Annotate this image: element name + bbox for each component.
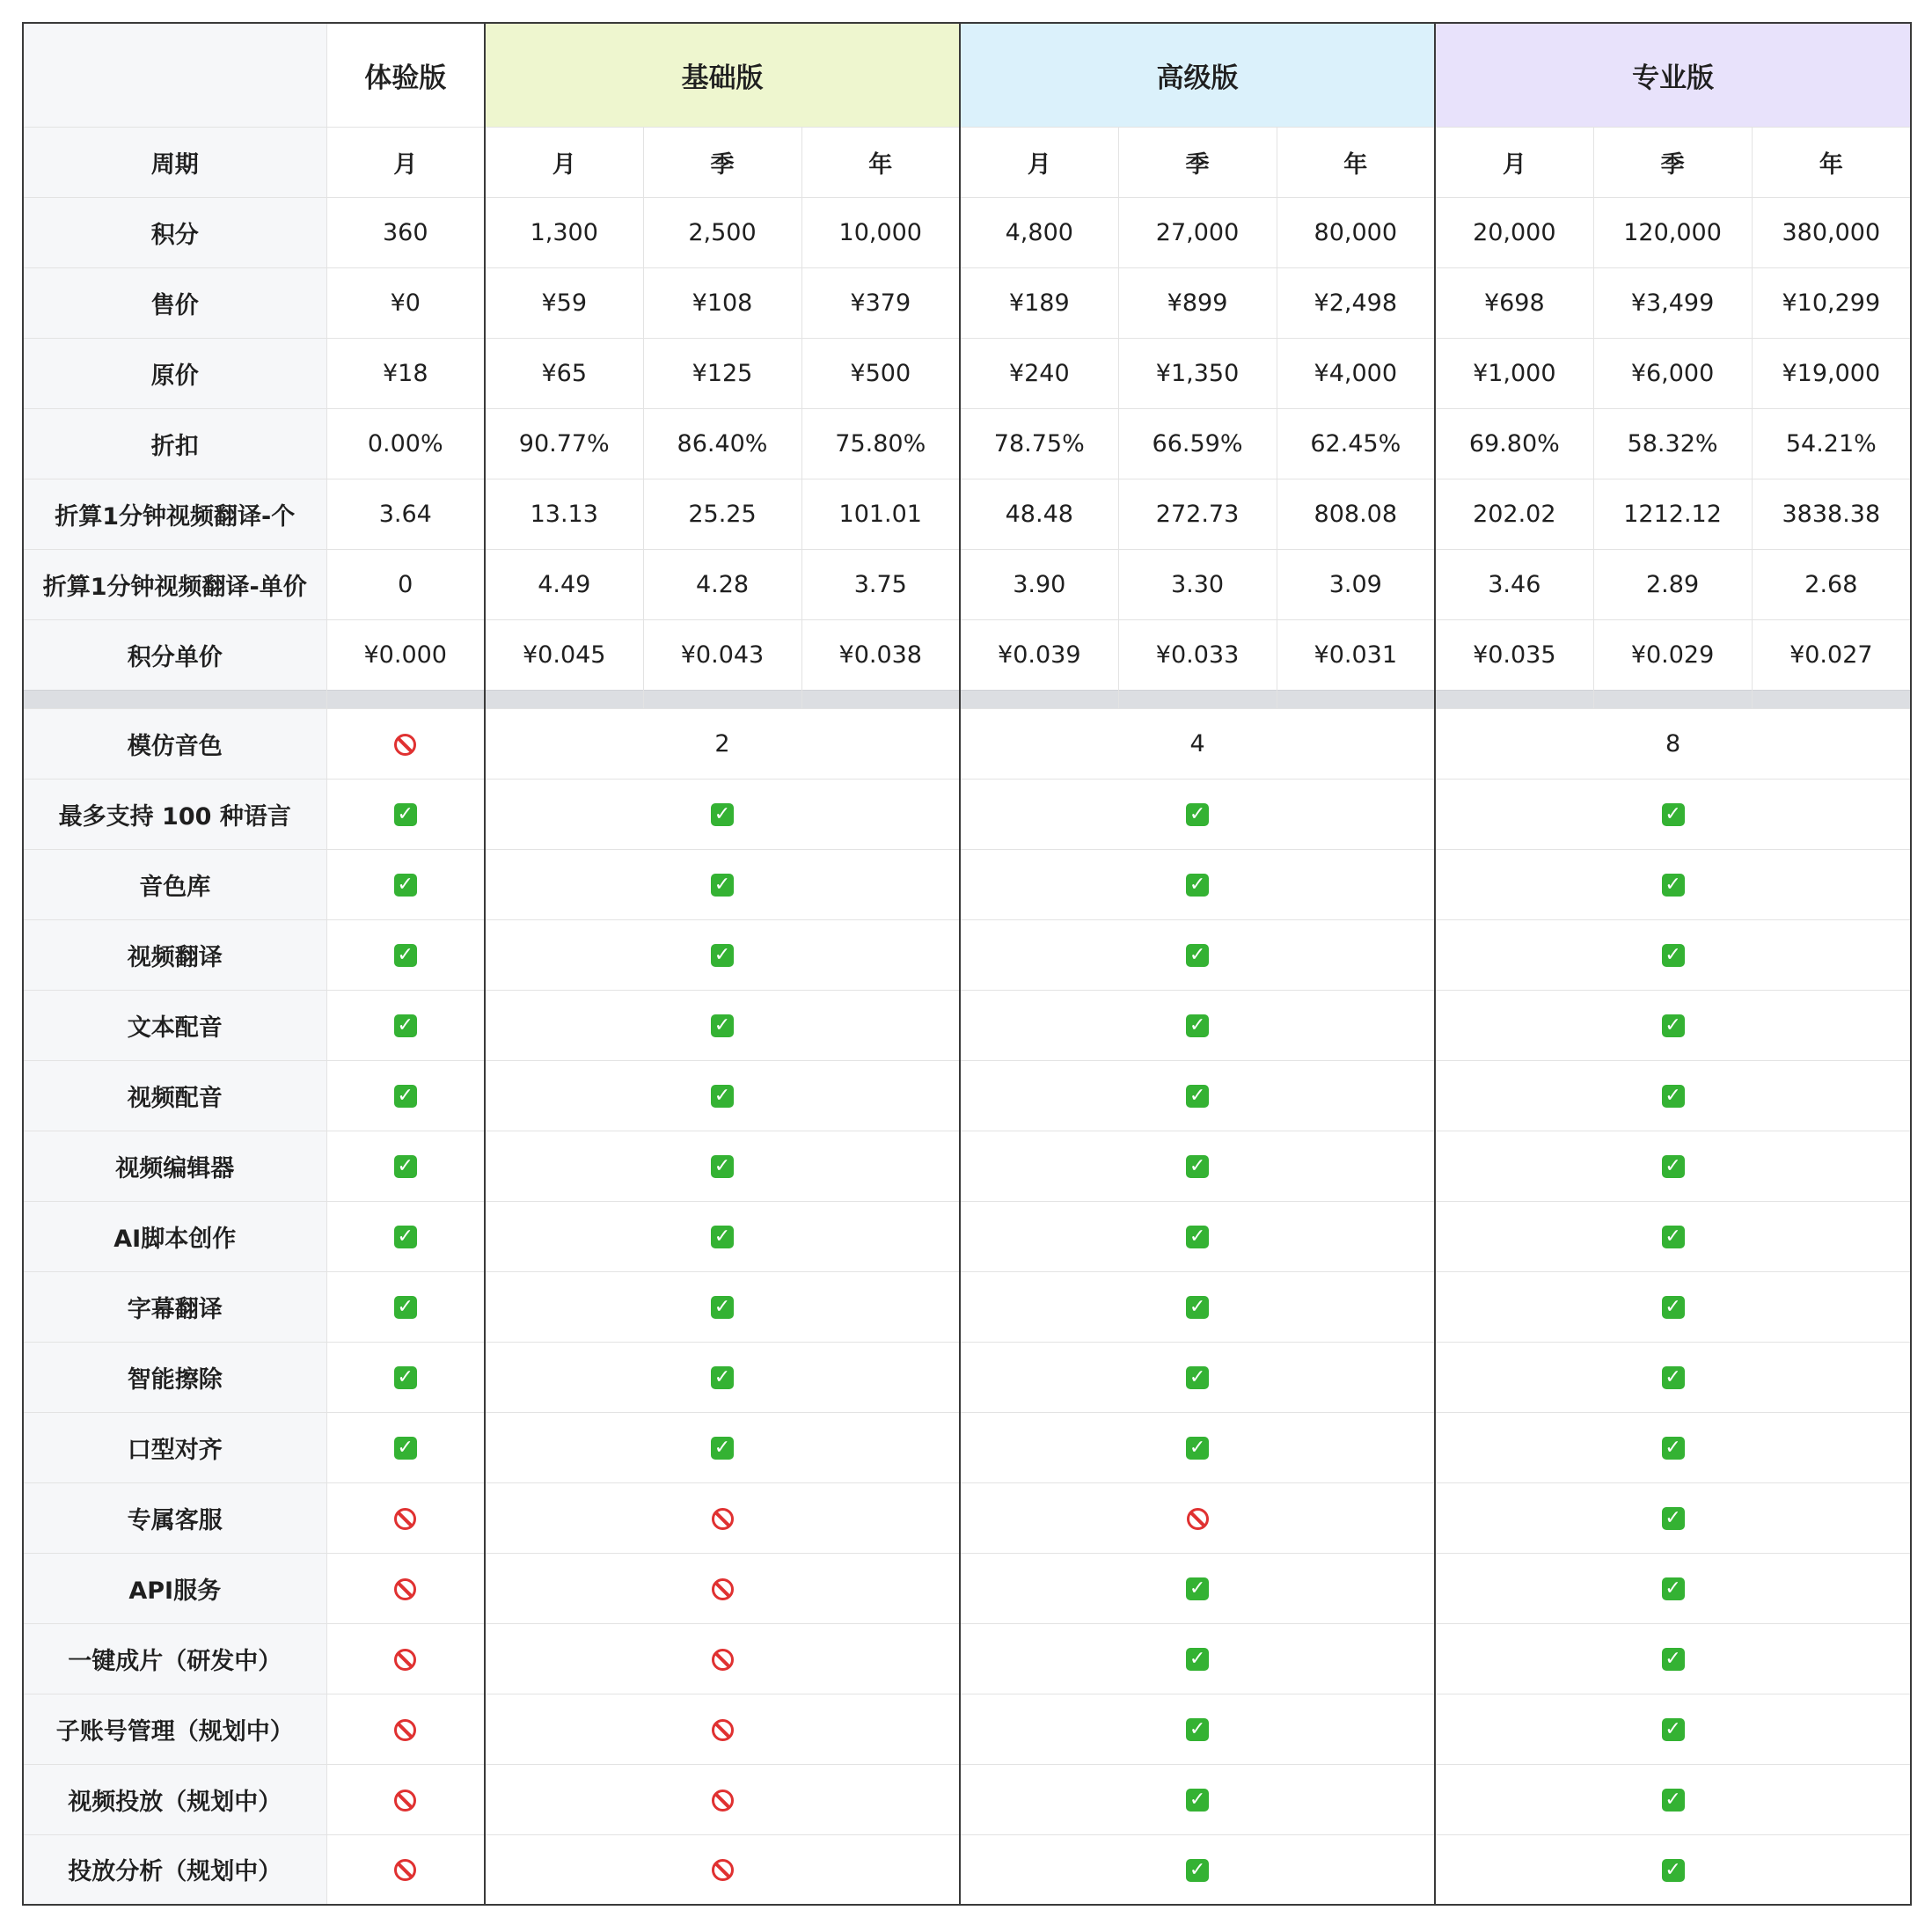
feature-value [326, 1271, 485, 1342]
feature-value [960, 1060, 1435, 1131]
metric-value: 80,000 [1277, 197, 1435, 267]
metric-value: 0 [326, 549, 485, 619]
metric-value: ¥19,000 [1752, 338, 1911, 408]
feature-value [960, 1553, 1435, 1623]
feature-row [23, 1764, 1911, 1834]
feature-row [23, 1201, 1911, 1271]
metric-value: ¥0.045 [485, 619, 643, 690]
metric-value: ¥899 [1118, 267, 1277, 338]
feature-value [326, 1482, 485, 1553]
metric-value: ¥6,000 [1593, 338, 1752, 408]
feature-value [1435, 990, 1911, 1060]
metric-value: ¥3,499 [1593, 267, 1752, 338]
feature-row [23, 1412, 1911, 1482]
check-mark-icon: ✓ [1186, 1155, 1209, 1178]
feature-label: 音色库 [23, 849, 326, 919]
metric-value: ¥10,299 [1752, 267, 1911, 338]
metric-label: 折算1分钟视频翻译-个 [23, 479, 326, 549]
feature-value [1435, 1834, 1911, 1905]
prohibited-icon [394, 1790, 416, 1812]
feature-value [326, 1623, 485, 1694]
metric-value: ¥0.038 [801, 619, 960, 690]
metric-value: 27,000 [1118, 197, 1277, 267]
metric-value: 10,000 [801, 197, 960, 267]
divider-cell [801, 690, 960, 708]
feature-value [1435, 1271, 1911, 1342]
feature-value [1435, 1623, 1911, 1694]
metric-value: 2,500 [643, 197, 801, 267]
divider-cell [1118, 690, 1277, 708]
feature-value [960, 1764, 1435, 1834]
feature-value [326, 1764, 485, 1834]
metric-value: 54.21% [1752, 408, 1911, 479]
check-mark-icon: ✓ [1186, 944, 1209, 967]
metric-value: 69.80% [1435, 408, 1593, 479]
feature-value [1435, 1553, 1911, 1623]
metric-value: ¥0.029 [1593, 619, 1752, 690]
metric-label: 折扣 [23, 408, 326, 479]
feature-row [23, 779, 1911, 849]
feature-value [326, 1553, 485, 1623]
metric-value: 3.46 [1435, 549, 1593, 619]
feature-label: 文本配音 [23, 990, 326, 1060]
prohibited-icon [394, 734, 416, 756]
feature-value [485, 1834, 960, 1905]
feature-label: 最多支持 100 种语言 [23, 779, 326, 849]
metric-value: ¥500 [801, 338, 960, 408]
check-mark-icon: ✓ [394, 803, 417, 826]
metric-value: ¥0.031 [1277, 619, 1435, 690]
feature-value [485, 1553, 960, 1623]
cycle-cell: 年 [1277, 127, 1435, 197]
metric-value: ¥1,000 [1435, 338, 1593, 408]
feature-value [485, 919, 960, 990]
metric-value: 86.40% [643, 408, 801, 479]
divider-cell [643, 690, 801, 708]
feature-value [326, 1412, 485, 1482]
feature-label: 模仿音色 [23, 708, 326, 779]
feature-value [960, 1694, 1435, 1764]
feature-row [23, 1060, 1911, 1131]
check-mark-icon: ✓ [394, 1085, 417, 1108]
prohibited-icon [394, 1859, 416, 1881]
metric-row [23, 197, 1911, 267]
prohibited-icon [394, 1578, 416, 1600]
check-mark-icon: ✓ [1186, 1718, 1209, 1741]
feature-value [1435, 1482, 1911, 1553]
feature-value [485, 1201, 960, 1271]
metric-value: 58.32% [1593, 408, 1752, 479]
check-mark-icon: ✓ [1662, 1437, 1685, 1460]
check-mark-icon: ✓ [1662, 1014, 1685, 1037]
metric-value: 380,000 [1752, 197, 1911, 267]
feature-value [960, 1482, 1435, 1553]
feature-value [485, 779, 960, 849]
feature-value: 4 [960, 708, 1435, 779]
cycle-cell: 月 [326, 127, 485, 197]
metric-value: ¥0.033 [1118, 619, 1277, 690]
metric-value: ¥59 [485, 267, 643, 338]
metric-value: ¥65 [485, 338, 643, 408]
feature-label: 子账号管理（规划中） [23, 1694, 326, 1764]
check-mark-icon: ✓ [1662, 1085, 1685, 1108]
divider-cell [1435, 690, 1593, 708]
feature-value [960, 1834, 1435, 1905]
prohibited-icon [712, 1719, 734, 1741]
metric-value: 4.28 [643, 549, 801, 619]
check-mark-icon: ✓ [1662, 1507, 1685, 1530]
metric-value: 101.01 [801, 479, 960, 549]
check-mark-icon: ✓ [1662, 874, 1685, 897]
metric-value: 2.68 [1752, 549, 1911, 619]
feature-value [326, 1694, 485, 1764]
corner-cell [23, 23, 326, 127]
metric-value: 3.30 [1118, 549, 1277, 619]
check-mark-icon: ✓ [1186, 1296, 1209, 1319]
feature-row [23, 708, 1911, 779]
divider-cell [1277, 690, 1435, 708]
feature-label: API服务 [23, 1553, 326, 1623]
feature-value [960, 779, 1435, 849]
feature-row [23, 919, 1911, 990]
feature-value [485, 849, 960, 919]
metric-value: 120,000 [1593, 197, 1752, 267]
metric-value: ¥0.035 [1435, 619, 1593, 690]
cycle-cell: 月 [960, 127, 1118, 197]
feature-value [326, 1342, 485, 1412]
metric-value: 2.89 [1593, 549, 1752, 619]
feature-row [23, 1623, 1911, 1694]
check-mark-icon: ✓ [1662, 1296, 1685, 1319]
metric-value: 1212.12 [1593, 479, 1752, 549]
metric-value: ¥108 [643, 267, 801, 338]
feature-label: 口型对齐 [23, 1412, 326, 1482]
feature-value [1435, 1694, 1911, 1764]
feature-value [485, 1623, 960, 1694]
plan-header-trial: 体验版 [326, 23, 485, 127]
check-mark-icon: ✓ [711, 1085, 734, 1108]
feature-row [23, 1553, 1911, 1623]
metric-row [23, 549, 1911, 619]
check-mark-icon: ✓ [1186, 1437, 1209, 1460]
check-mark-icon: ✓ [1662, 1859, 1685, 1882]
metric-value: 3.90 [960, 549, 1118, 619]
metric-value: ¥0.000 [326, 619, 485, 690]
metric-label: 积分单价 [23, 619, 326, 690]
metric-value: ¥0.043 [643, 619, 801, 690]
section-divider [23, 690, 1911, 708]
prohibited-icon [1187, 1508, 1209, 1530]
cycle-cell: 年 [801, 127, 960, 197]
divider-cell [1593, 690, 1752, 708]
check-mark-icon: ✓ [394, 1226, 417, 1248]
check-mark-icon: ✓ [1662, 803, 1685, 826]
feature-value [960, 849, 1435, 919]
feature-value [326, 849, 485, 919]
feature-row [23, 1482, 1911, 1553]
check-mark-icon: ✓ [711, 874, 734, 897]
check-mark-icon: ✓ [711, 944, 734, 967]
metric-value: ¥4,000 [1277, 338, 1435, 408]
metric-value: 3838.38 [1752, 479, 1911, 549]
prohibited-icon [712, 1790, 734, 1812]
feature-label: 视频翻译 [23, 919, 326, 990]
feature-value [960, 1412, 1435, 1482]
feature-row [23, 1834, 1911, 1905]
check-mark-icon: ✓ [711, 1155, 734, 1178]
feature-label: 一键成片（研发中） [23, 1623, 326, 1694]
metric-value: 3.64 [326, 479, 485, 549]
metric-value: 62.45% [1277, 408, 1435, 479]
check-mark-icon: ✓ [394, 1437, 417, 1460]
metric-value: ¥379 [801, 267, 960, 338]
metric-value: 75.80% [801, 408, 960, 479]
metric-value: 66.59% [1118, 408, 1277, 479]
feature-value [960, 1342, 1435, 1412]
feature-value [1435, 1060, 1911, 1131]
check-mark-icon: ✓ [1186, 1085, 1209, 1108]
metric-row [23, 338, 1911, 408]
prohibited-icon [394, 1719, 416, 1741]
feature-value [485, 1271, 960, 1342]
feature-label: 视频投放（规划中） [23, 1764, 326, 1834]
metric-value: 808.08 [1277, 479, 1435, 549]
check-mark-icon: ✓ [711, 1437, 734, 1460]
check-mark-icon: ✓ [1662, 1718, 1685, 1741]
check-mark-icon: ✓ [394, 1296, 417, 1319]
check-mark-icon: ✓ [394, 874, 417, 897]
check-mark-icon: ✓ [394, 1014, 417, 1037]
feature-value [1435, 1131, 1911, 1201]
check-mark-icon: ✓ [1662, 1577, 1685, 1600]
metric-label: 售价 [23, 267, 326, 338]
prohibited-icon [712, 1508, 734, 1530]
feature-value: 2 [485, 708, 960, 779]
metric-value: 48.48 [960, 479, 1118, 549]
feature-value [485, 1412, 960, 1482]
feature-value [1435, 919, 1911, 990]
cycle-cell: 季 [643, 127, 801, 197]
feature-row [23, 1131, 1911, 1201]
feature-value [960, 1201, 1435, 1271]
cycle-cell: 月 [1435, 127, 1593, 197]
metric-label: 积分 [23, 197, 326, 267]
feature-label: 视频编辑器 [23, 1131, 326, 1201]
feature-value [960, 1131, 1435, 1201]
feature-label: 视频配音 [23, 1060, 326, 1131]
metric-value: ¥2,498 [1277, 267, 1435, 338]
divider-cell [485, 690, 643, 708]
metric-row [23, 267, 1911, 338]
feature-value [1435, 779, 1911, 849]
metric-label: 原价 [23, 338, 326, 408]
feature-value [1435, 1412, 1911, 1482]
metric-label: 折算1分钟视频翻译-单价 [23, 549, 326, 619]
metric-value: ¥1,350 [1118, 338, 1277, 408]
check-mark-icon: ✓ [1186, 1226, 1209, 1248]
feature-value [485, 990, 960, 1060]
metric-value: ¥240 [960, 338, 1118, 408]
check-mark-icon: ✓ [1186, 1577, 1209, 1600]
pricing-table [22, 22, 1912, 1906]
divider-cell [23, 690, 326, 708]
check-mark-icon: ✓ [394, 1155, 417, 1178]
metric-row [23, 619, 1911, 690]
metric-value: 20,000 [1435, 197, 1593, 267]
metric-value: 202.02 [1435, 479, 1593, 549]
feature-value [485, 1060, 960, 1131]
feature-value [326, 1060, 485, 1131]
check-mark-icon: ✓ [711, 1014, 734, 1037]
period-row [23, 127, 1911, 197]
check-mark-icon: ✓ [1186, 874, 1209, 897]
check-mark-icon: ✓ [1662, 1648, 1685, 1671]
metric-value: 3.75 [801, 549, 960, 619]
divider-cell [1752, 690, 1911, 708]
period-label: 周期 [23, 127, 326, 197]
plan-header-advanced: 高级版 [960, 23, 1435, 127]
metric-value: 4,800 [960, 197, 1118, 267]
cycle-cell: 月 [485, 127, 643, 197]
check-mark-icon: ✓ [1186, 1014, 1209, 1037]
feature-row [23, 1694, 1911, 1764]
feature-row [23, 849, 1911, 919]
feature-row [23, 990, 1911, 1060]
feature-value [1435, 1764, 1911, 1834]
cycle-cell: 季 [1593, 127, 1752, 197]
feature-label: 字幕翻译 [23, 1271, 326, 1342]
metric-value: ¥0.027 [1752, 619, 1911, 690]
divider-cell [960, 690, 1118, 708]
cycle-cell: 年 [1752, 127, 1911, 197]
feature-value [485, 1694, 960, 1764]
feature-label: 智能擦除 [23, 1342, 326, 1412]
metric-value: ¥0.039 [960, 619, 1118, 690]
feature-label: AI脚本创作 [23, 1201, 326, 1271]
feature-value [960, 990, 1435, 1060]
metric-value: 4.49 [485, 549, 643, 619]
cycle-cell: 季 [1118, 127, 1277, 197]
check-mark-icon: ✓ [1186, 1859, 1209, 1882]
metric-value: 25.25 [643, 479, 801, 549]
prohibited-icon [712, 1859, 734, 1881]
check-mark-icon: ✓ [1186, 803, 1209, 826]
check-mark-icon: ✓ [711, 1226, 734, 1248]
feature-value [326, 1834, 485, 1905]
divider-cell [326, 690, 485, 708]
feature-value [326, 779, 485, 849]
check-mark-icon: ✓ [394, 944, 417, 967]
feature-value [326, 1201, 485, 1271]
check-mark-icon: ✓ [1662, 1155, 1685, 1178]
metric-value: 90.77% [485, 408, 643, 479]
check-mark-icon: ✓ [1186, 1789, 1209, 1812]
metric-value: 272.73 [1118, 479, 1277, 549]
feature-value [485, 1764, 960, 1834]
feature-value [960, 1271, 1435, 1342]
metric-value: ¥698 [1435, 267, 1593, 338]
feature-value [485, 1131, 960, 1201]
feature-value [485, 1342, 960, 1412]
check-mark-icon: ✓ [711, 1296, 734, 1319]
plan-header-basic: 基础版 [485, 23, 960, 127]
metric-row [23, 479, 1911, 549]
metric-value: 360 [326, 197, 485, 267]
metric-value: ¥0 [326, 267, 485, 338]
check-mark-icon: ✓ [394, 1366, 417, 1389]
check-mark-icon: ✓ [1662, 1366, 1685, 1389]
check-mark-icon: ✓ [1662, 944, 1685, 967]
feature-value [326, 919, 485, 990]
metric-row [23, 408, 1911, 479]
metric-value: 13.13 [485, 479, 643, 549]
metric-value: 1,300 [485, 197, 643, 267]
check-mark-icon: ✓ [711, 803, 734, 826]
metric-value: ¥18 [326, 338, 485, 408]
feature-row [23, 1342, 1911, 1412]
metric-value: 78.75% [960, 408, 1118, 479]
feature-value [1435, 849, 1911, 919]
check-mark-icon: ✓ [711, 1366, 734, 1389]
plan-header-pro: 专业版 [1435, 23, 1911, 127]
prohibited-icon [394, 1508, 416, 1530]
feature-label: 专属客服 [23, 1482, 326, 1553]
prohibited-icon [712, 1649, 734, 1671]
prohibited-icon [712, 1578, 734, 1600]
feature-value [1435, 1201, 1911, 1271]
check-mark-icon: ✓ [1186, 1648, 1209, 1671]
check-mark-icon: ✓ [1662, 1226, 1685, 1248]
plan-header-row [23, 23, 1911, 127]
metric-value: ¥189 [960, 267, 1118, 338]
feature-value [326, 708, 485, 779]
feature-value: 8 [1435, 708, 1911, 779]
feature-value [485, 1482, 960, 1553]
metric-value: ¥125 [643, 338, 801, 408]
feature-value [960, 919, 1435, 990]
feature-row [23, 1271, 1911, 1342]
feature-value [326, 990, 485, 1060]
feature-value [1435, 1342, 1911, 1412]
feature-value [326, 1131, 485, 1201]
prohibited-icon [394, 1649, 416, 1671]
check-mark-icon: ✓ [1662, 1789, 1685, 1812]
check-mark-icon: ✓ [1186, 1366, 1209, 1389]
metric-value: 3.09 [1277, 549, 1435, 619]
feature-label: 投放分析（规划中） [23, 1834, 326, 1905]
feature-value [960, 1623, 1435, 1694]
metric-value: 0.00% [326, 408, 485, 479]
